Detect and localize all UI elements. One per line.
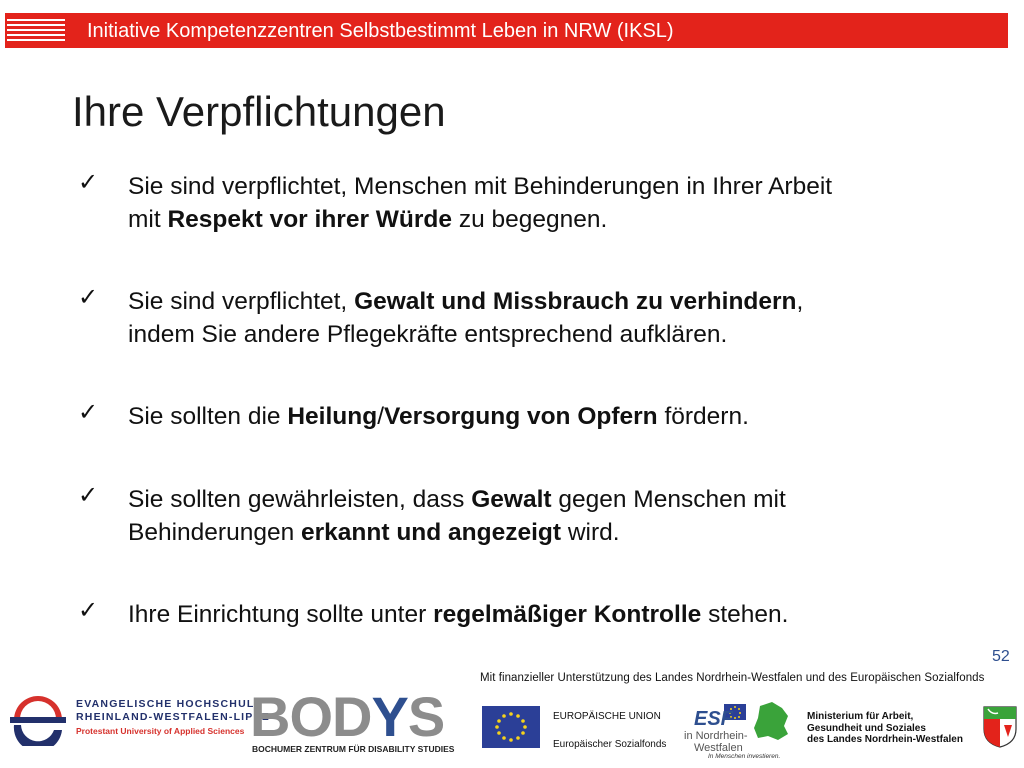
bodys-wordmark: BODYS: [250, 685, 445, 748]
bullet-text: Sie sollten gewährleisten, dass Gewalt gegen Menschen mit Behinderungen erkannt und angezeigt wird.: [128, 486, 786, 546]
bodys-subtitle: BOCHUMER ZENTRUM FÜR DISABILITY STUDIES: [252, 744, 455, 754]
funding-note: Mit finanzieller Unterstützung des Landes Nordrhein-Westfalen und des Europäischen Sozialfonds: [480, 672, 985, 684]
esf-nrw-logo: [684, 700, 794, 762]
bullet-text: Sie sind verpflichtet, Gewalt und Missbrauch zu verhindern, indem Sie andere Pflegekräfte entsprechend aufklären.: [128, 288, 804, 348]
bodys-logo: [250, 685, 470, 758]
checkmark-icon: ✓: [78, 597, 99, 624]
eu-label: EUROPÄISCHE UNION: [553, 711, 661, 722]
esf-region-line1: in Nordrhein-: [684, 730, 748, 742]
ministry-label: Ministerium für Arbeit, Gesundheit und Soziales des Landes Nordrhein-Westfalen: [807, 711, 963, 745]
nrw-map-icon: [752, 700, 792, 744]
bullet-text: Sie sind verpflichtet, Menschen mit Behinderungen in Ihrer Arbeit mit Respekt vor ihrer Würde zu begegnen.: [128, 173, 833, 233]
bullet-text: Ihre Einrichtung sollte unter regelmäßiger Kontrolle stehen.: [128, 601, 789, 628]
checkmark-icon: ✓: [78, 169, 99, 196]
checkmark-icon: ✓: [78, 399, 99, 426]
esf-tagline: In Menschen investieren.: [708, 753, 781, 760]
esf-region-line2: Westfalen: [694, 742, 743, 754]
evh-logo-mark: [8, 692, 68, 746]
eu-flag-icon: [482, 706, 540, 748]
evh-subtitle: Protestant University of Applied Sciences: [76, 726, 245, 736]
bullet-text: Sie sollten die Heilung/Versorgung von Opfern fördern.: [128, 403, 749, 430]
checkmark-icon: ✓: [78, 482, 99, 509]
header-bar: [5, 13, 1008, 48]
menu-lines-icon: [7, 19, 65, 43]
evh-logo: [8, 690, 270, 748]
checkmark-icon: ✓: [78, 284, 99, 311]
slide-title: Ihre Verpflichtungen: [72, 88, 446, 135]
nrw-coat-of-arms-icon: [980, 705, 1020, 749]
header-title: Initiative Kompetenzzentren Selbstbestimmt Leben in NRW (IKSL): [87, 20, 674, 42]
esf-wordmark: ESF: [694, 708, 733, 730]
evh-name-line1: EVANGELISCHE HOCHSCHULE: [76, 698, 263, 710]
esf-label: Europäischer Sozialfonds: [553, 739, 667, 750]
page-number: 52: [992, 648, 1010, 665]
evh-name-line2: RHEINLAND-WESTFALEN-LIPPE: [76, 711, 270, 723]
